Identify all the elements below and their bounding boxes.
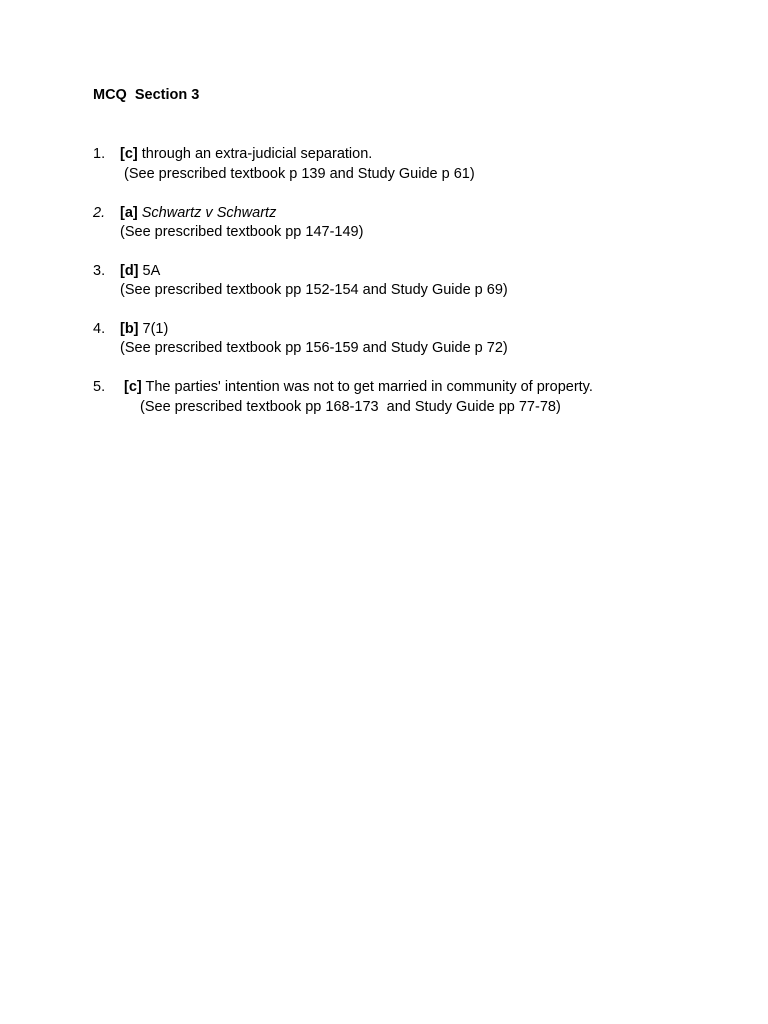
item-number: 3. [93,263,106,279]
item-reference: (See prescribed textbook p 139 and Study Guide p 61) [120,166,475,182]
item-answer-line [124,378,593,396]
item-answer-line [120,320,168,338]
item-number: 2. [93,205,106,221]
item-answer: [d] [120,263,139,279]
item-text: 5A [138,263,161,279]
item-reference: (See prescribed textbook pp 156-159 and Study Guide p 72) [120,340,508,356]
item-number: 1. [93,146,106,162]
item-reference: (See prescribed textbook pp 147-149) [120,224,364,240]
item-text: Schwartz v Schwartz [137,205,277,221]
item-answer: [c] [120,146,138,162]
item-number: 4. [93,321,106,337]
item-text: The parties' intention was not to get married in community of property. [141,379,593,395]
item-reference: (See prescribed textbook pp 168-173 and Study Guide pp 77-78) [140,399,561,415]
item-answer-line [120,262,160,280]
item-text: 7(1) [138,321,169,337]
item-text: through an extra-judicial separation. [137,146,373,162]
item-answer: [a] [120,205,138,221]
item-reference: (See prescribed textbook pp 152-154 and Study Guide p 69) [120,282,508,298]
item-answer-line [120,145,372,163]
item-answer-line [120,204,276,222]
page-title: MCQ Section 3 [93,87,200,103]
item-answer: [b] [120,321,139,337]
item-answer: [c] [124,379,142,395]
item-number: 5. [93,379,106,395]
